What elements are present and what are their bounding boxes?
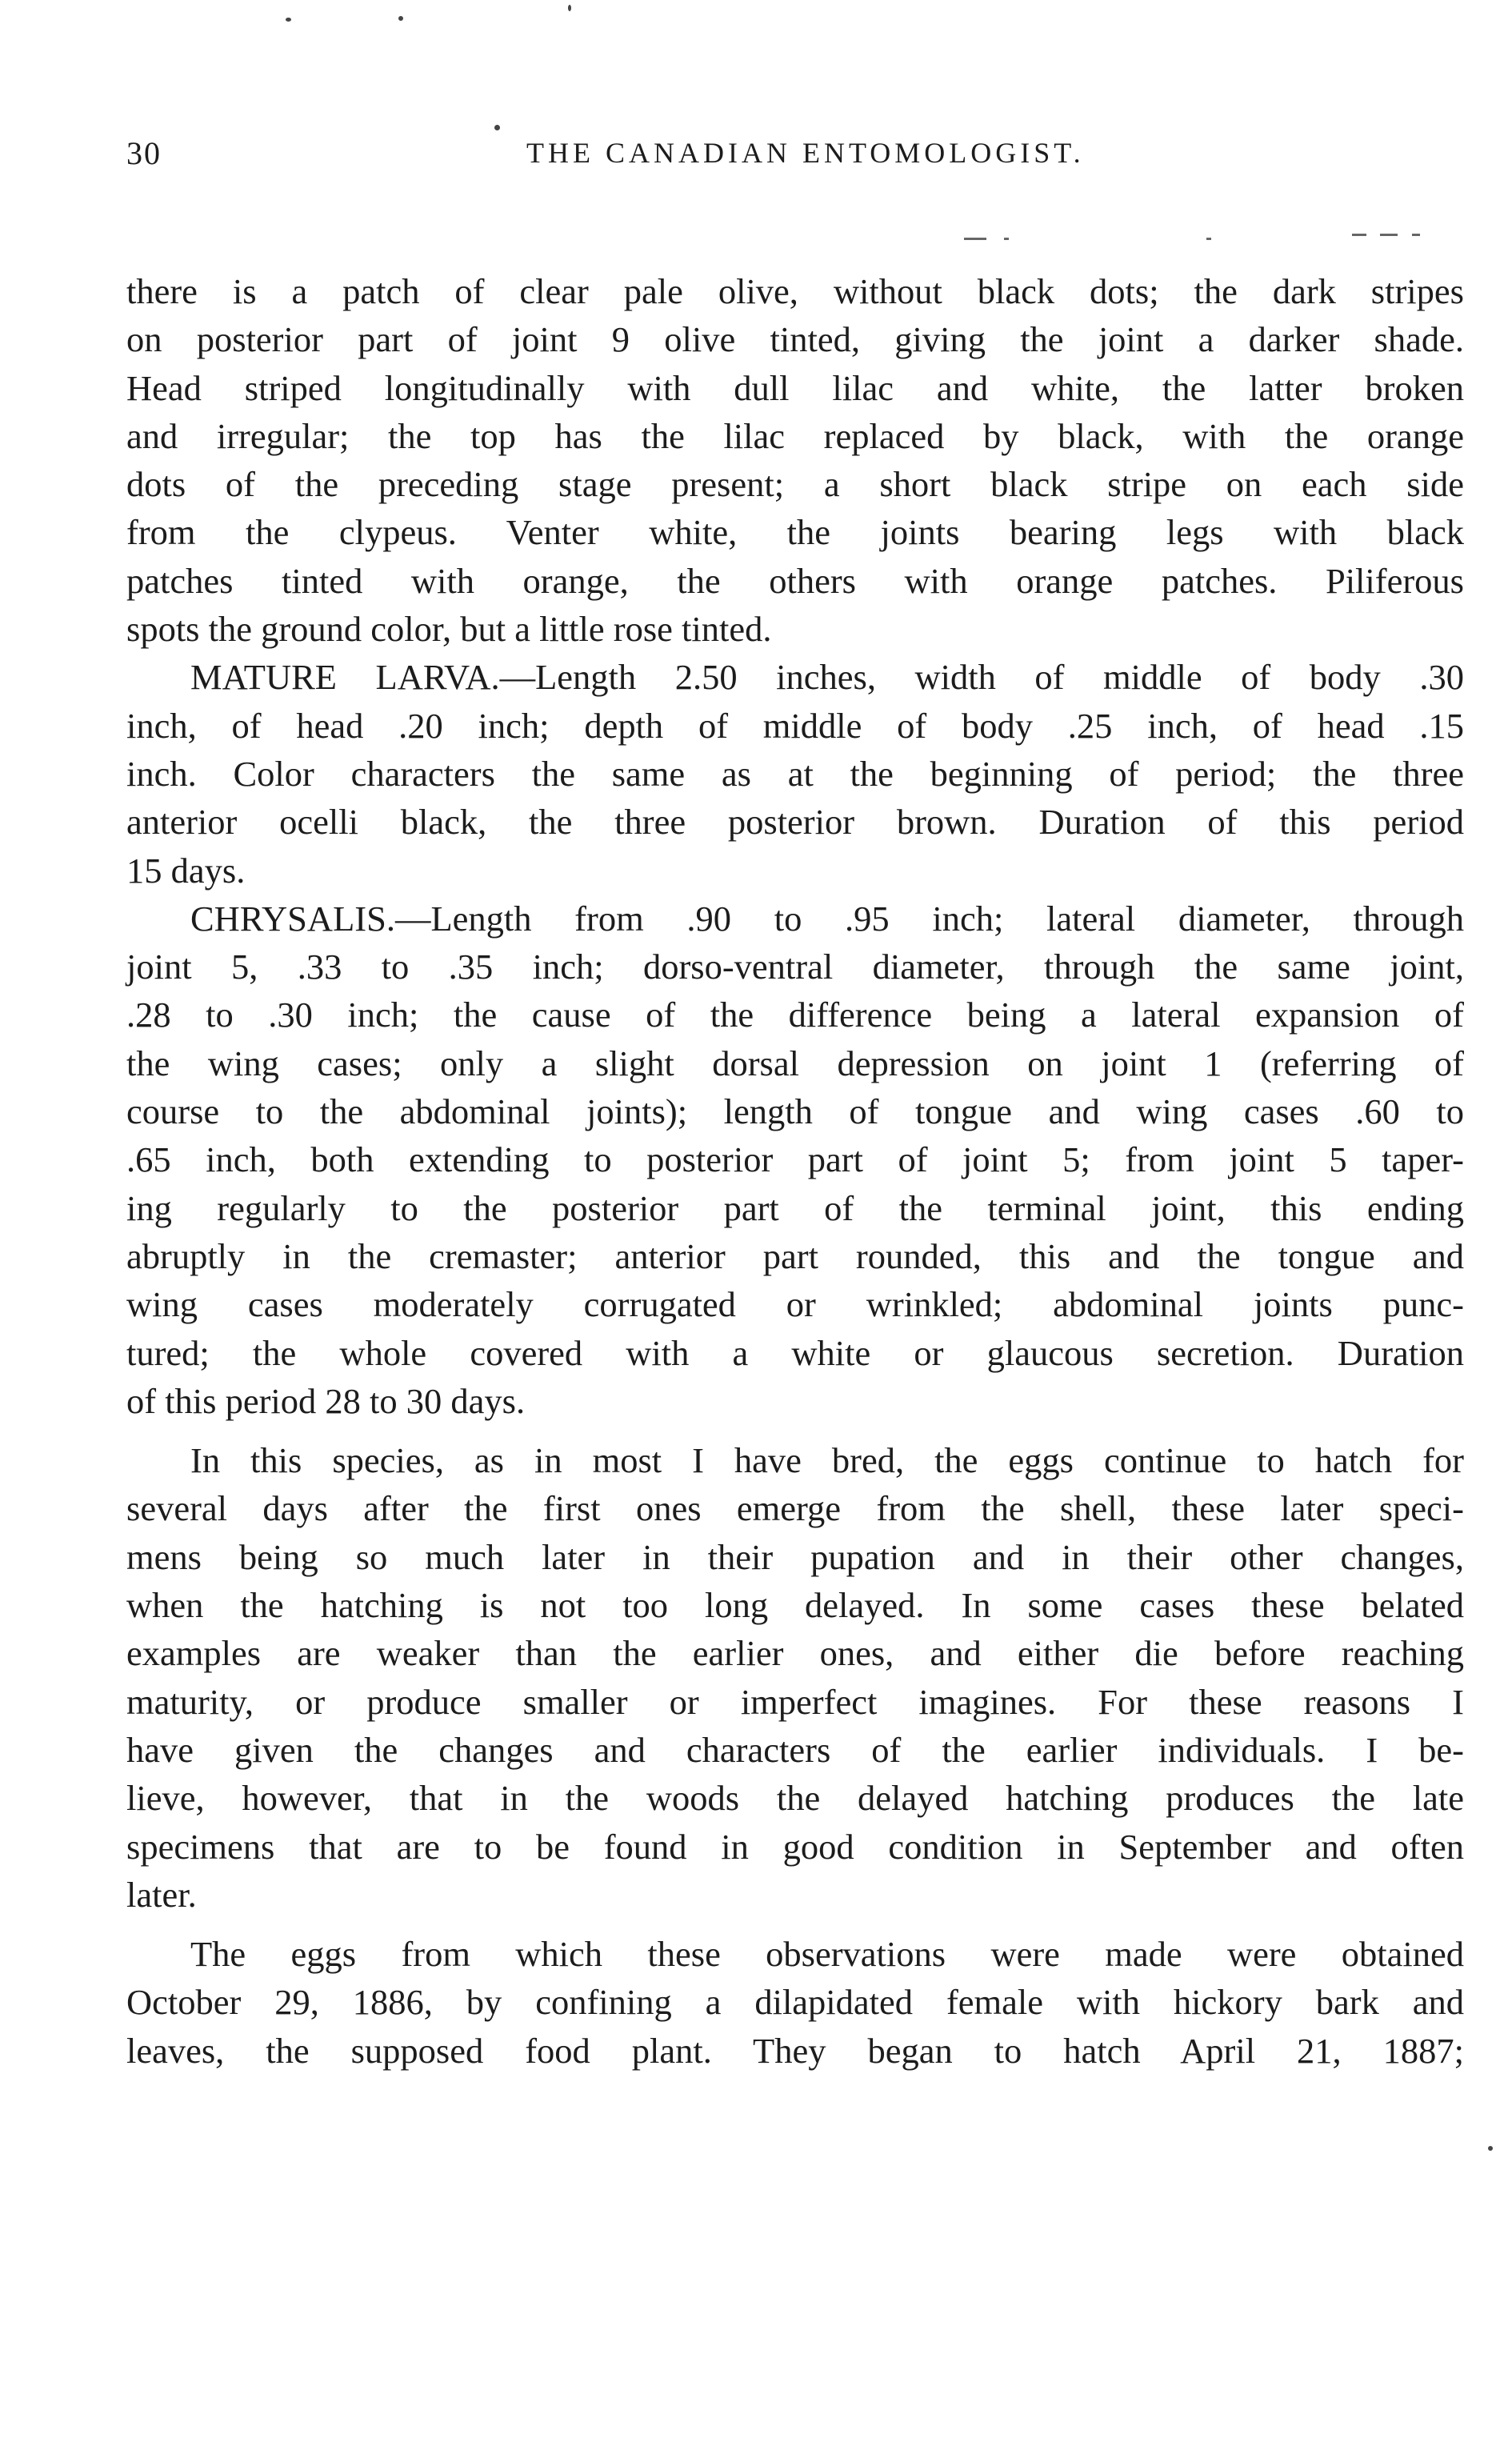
running-title: THE CANADIAN ENTOMOLOGIST. bbox=[526, 137, 1085, 169]
text-line: examples are weaker than the earlier ones, and either die before reaching bbox=[126, 1633, 1464, 1674]
print-dash bbox=[1412, 234, 1420, 236]
text-line: October 29, 1886, by confining a dilapidated female with hickory bark and bbox=[126, 1982, 1464, 2023]
print-speck bbox=[398, 16, 403, 21]
text-line: 15 days. bbox=[126, 850, 246, 891]
text-line: there is a patch of clear pale olive, without black dots; the dark stripes bbox=[126, 271, 1464, 311]
paragraph-larva-description bbox=[126, 267, 1464, 653]
text-line: have given the changes and characters of the earlier individuals. I be- bbox=[126, 1729, 1464, 1770]
text-line: In this species, as in most I have bred, the eggs continue to hatch for bbox=[190, 1440, 1464, 1481]
text-line: course to the abdominal joints); length of tongue and wing cases .60 to bbox=[126, 1091, 1464, 1132]
text-line: Head striped longitudinally with dull lilac and white, the latter broken bbox=[126, 367, 1464, 408]
text-line: CHRYSALIS.—Length from .90 to .95 inch; lateral diameter, through bbox=[190, 898, 1464, 939]
print-speck bbox=[494, 125, 500, 130]
text-line: lieve, however, that in the woods the delayed hatching produces the late bbox=[126, 1778, 1464, 1819]
text-line: .28 to .30 inch; the cause of the difference being a lateral expansion of bbox=[126, 995, 1464, 1035]
text-line: and irregular; the top has the lilac replaced by black, with the orange bbox=[126, 415, 1464, 456]
text-line: from the clypeus. Venter white, the joints bearing legs with black bbox=[126, 512, 1464, 553]
text-line: inch, of head .20 inch; depth of middle of body .25 inch, of head .15 bbox=[126, 705, 1464, 746]
paragraph-gap bbox=[126, 1919, 1464, 1930]
print-dash bbox=[1004, 238, 1009, 240]
text-line: later. bbox=[126, 1874, 197, 1915]
text-line: the wing cases; only a slight dorsal depression on joint 1 (referring of bbox=[126, 1043, 1464, 1083]
text-line: abruptly in the cremaster; anterior part rounded, this and the tongue and bbox=[126, 1235, 1464, 1276]
article-body bbox=[126, 267, 1464, 2075]
page-number: 30 bbox=[126, 135, 162, 171]
text-line: anterior ocelli black, the three posterior brown. Duration of this period bbox=[126, 802, 1464, 843]
text-line: tured; the whole covered with a white or glaucous secretion. Duration bbox=[126, 1332, 1464, 1373]
text-line: MATURE LARVA.—Length 2.50 inches, width of middle of body .30 bbox=[190, 657, 1464, 698]
text-line: joint 5, .33 to .35 inch; dorso-ventral diameter, through the same joint, bbox=[126, 947, 1464, 987]
page-header bbox=[126, 134, 1486, 182]
print-speck bbox=[286, 18, 291, 22]
text-line: ing regularly to the posterior part of the terminal joint, this ending bbox=[126, 1187, 1464, 1228]
text-line: several days after the first ones emerge from the shell, these later speci- bbox=[126, 1488, 1464, 1529]
print-dash bbox=[1380, 234, 1398, 236]
paragraph-mature-larva bbox=[126, 653, 1464, 894]
print-speck bbox=[1488, 2146, 1493, 2151]
paragraph-eggs bbox=[126, 1930, 1464, 2075]
print-dash bbox=[1206, 238, 1211, 240]
text-line: patches tinted with orange, the others with orange patches. Piliferous bbox=[126, 560, 1464, 601]
text-line: dots of the preceding stage present; a short black stripe on each side bbox=[126, 464, 1464, 505]
text-line: inch. Color characters the same as at the beginning of period; the three bbox=[126, 753, 1464, 794]
text-line: maturity, or produce smaller or imperfect imagines. For these reasons I bbox=[126, 1681, 1464, 1722]
text-line: wing cases moderately corrugated or wrinkled; abdominal joints punc- bbox=[126, 1284, 1464, 1325]
text-line: The eggs from which these observations were made were obtained bbox=[190, 1934, 1464, 1975]
text-line: spots the ground color, but a little rose tinted. bbox=[126, 609, 772, 650]
text-line: leaves, the supposed food plant. They began to hatch April 21, 1887; bbox=[126, 2030, 1464, 2071]
text-line: mens being so much later in their pupation and in their other changes, bbox=[126, 1536, 1464, 1577]
text-line: when the hatching is not too long delayed. In some cases these belated bbox=[126, 1585, 1464, 1626]
paragraph-hatching bbox=[126, 1436, 1464, 1919]
print-speck bbox=[568, 5, 571, 11]
paragraph-gap bbox=[126, 1425, 1464, 1436]
text-line: .65 inch, both extending to posterior part of joint 5; from joint 5 taper- bbox=[126, 1139, 1464, 1180]
paragraph-chrysalis bbox=[126, 895, 1464, 1425]
print-dash bbox=[1352, 234, 1366, 236]
text-line: on posterior part of joint 9 olive tinted, giving the joint a darker shade. bbox=[126, 319, 1464, 360]
text-line: specimens that are to be found in good condition in September and often bbox=[126, 1826, 1464, 1867]
text-line: of this period 28 to 30 days. bbox=[126, 1380, 526, 1421]
print-dash bbox=[964, 238, 986, 240]
